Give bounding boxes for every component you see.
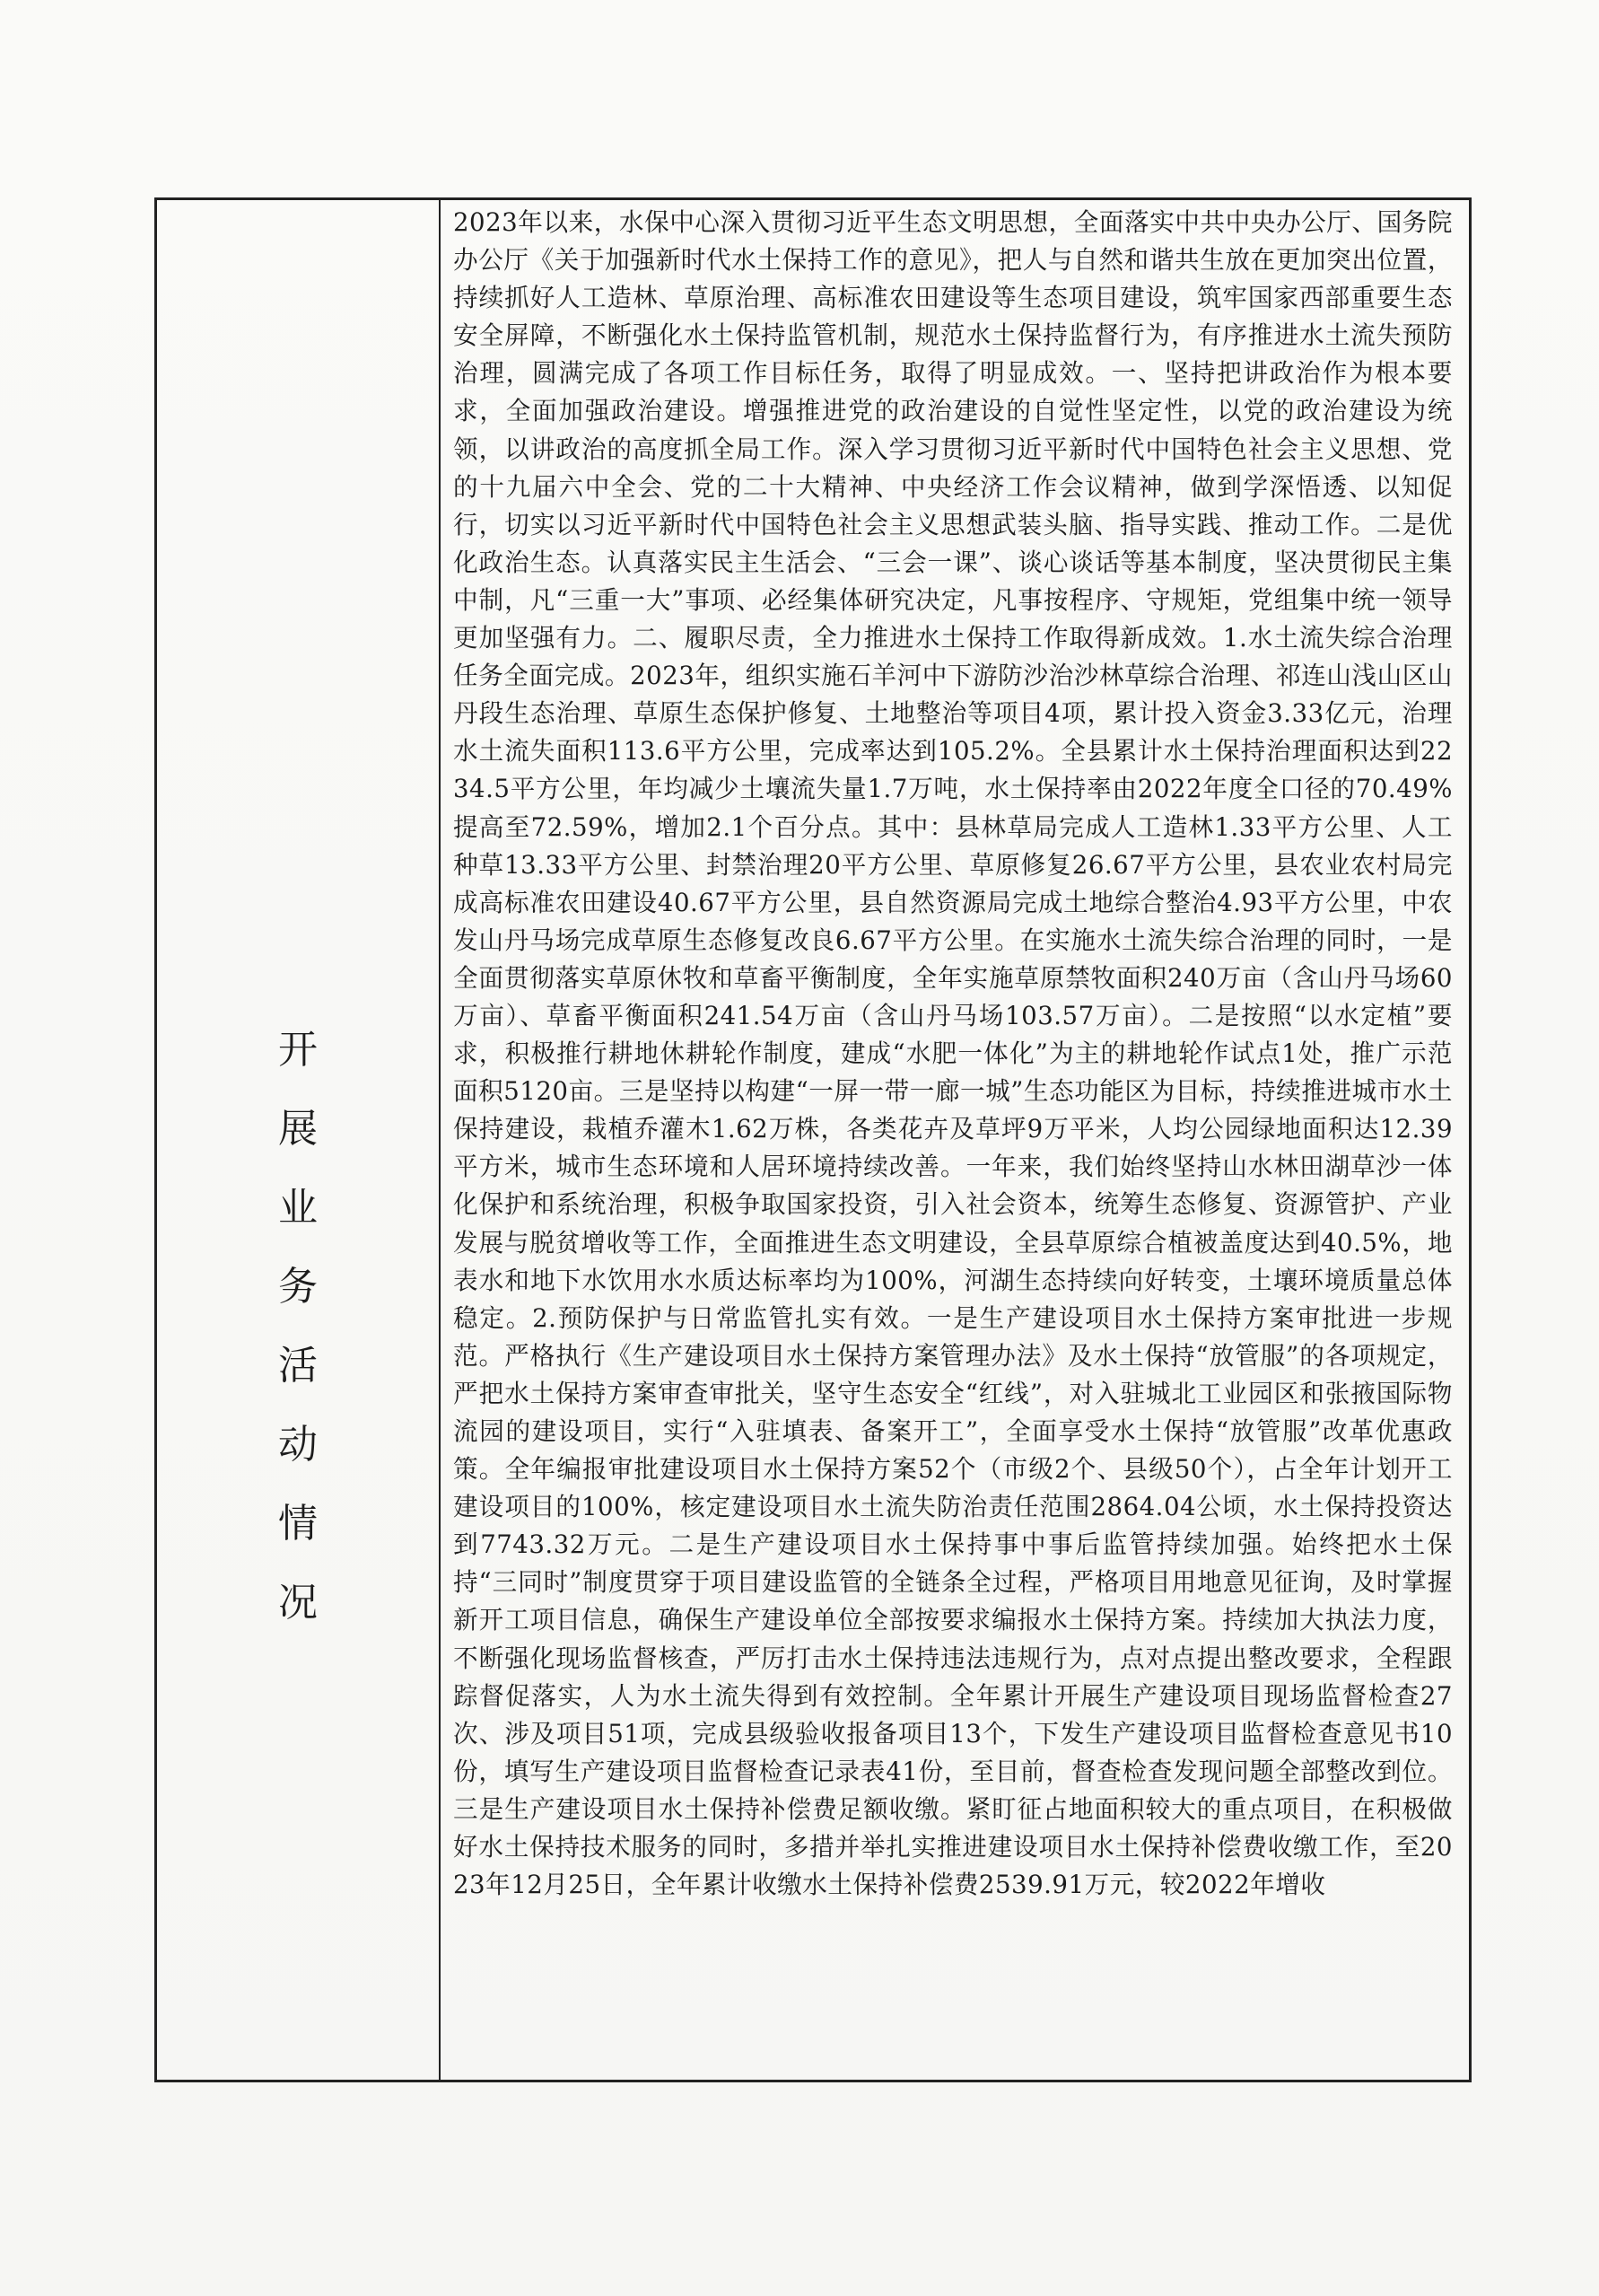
section-label [157, 1027, 439, 1662]
section-label-char: 开 [278, 1027, 318, 1073]
section-label-cell [157, 200, 441, 2080]
section-label-char: 活 [278, 1343, 318, 1389]
section-label-char: 情 [278, 1501, 318, 1547]
activity-report-text: 2023年以来，水保中心深入贯彻习近平生态文明思想，全面落实中共中央办公厅、国务院办公厅《关于加强新时代水土保持工作的意见》，把人与自然和谐共生放在更加突出位置，持续抓好人工造林、草原治理、高标准农田建设等生态项目建设，筑牢国家西部重要生态安全屏障，不断强化水土保持监管机制，规范水土保持监督行为，有序推进水土流失预防治理，圆满完成了各项工作目标任务，取得了明显成效。一、坚持把讲政治作为根本要求，全面加强政治建设。增强推进党的政治建设的自觉性坚定性，以党的政治建设为统领，以讲政治的高度抓全局工作。深入学习贯彻习近平新时代中国特色社会主义思想、党的十九届六中全会、党的二十大精神、中央经济工作会议精神，做到学深悟透、以知促行，切实以习近平新时代中国特色社会主义思想武装头脑、指导实践、推动工作。二是优化政治生态。认真落实民主生活会、“三会一课”、谈心谈话等基本制度，坚决贯彻民主集中制，凡“三重一大”事项、必经集体研究决定，凡事按程序、守规矩，党组集中统一领导更加坚强有力。二、履职尽责，全力推进水土保持工作取得新成效。1.水土流失综合治理任务全面完成。2023年，组织实施石羊河中下游防沙治沙林草综合治理、祁连山浅山区山丹段生态治理、草原生态保护修复、土地整治等项目4项，累计投入资金3.33亿元，治理水土流失面积113.6平方公里，完成率达到105.2%。全县累计水土保持治理面积达到2234.5平方公里，年均减少土壤流失量1.7万吨，水土保持率由2022年度全口径的70.49%提高至72.59%，增加2.1个百分点。其中：县林草局完成人工造林1.33平方公里、人工种草13.33平方公里、封禁治理20平方公里、草原修复26.67平方公里，县农业农村局完成高标准农田建设40.67平方公里，县自然资源局完成土地综合整治4.93平方公里，中农发山丹马场完成草原生态修复改良6.67平方公里。在实施水土流失综合治理的同时，一是全面贯彻落实草原休牧和草畜平衡制度，全年实施草原禁牧面积240万亩（含山丹马场60万亩）、草畜平衡面积241.54万亩（含山丹马场103.57万亩）。二是按照“以水定植”要求，积极推行耕地休耕轮作制度，建成“水肥一体化”为主的耕地轮作试点1处，推广示范面积5120亩。三是坚持以构建“一屏一带一廊一城”生态功能区为目标，持续推进城市水土保持建设，栽植乔灌木1.62万株，各类花卉及草坪9万平米，人均公园绿地面积达12.39平方米，城市生态环境和人居环境持续改善。一年来，我们始终坚持山水林田湖草沙一体化保护和系统治理，积极争取国家投资，引入社会资本，统筹生态修复、资源管护、产业发展与脱贫增收等工作，全面推进生态文明建设，全县草原综合植被盖度达到40.5%，地表水和地下水饮用水水质达标率均为100%，河湖生态持续向好转变，土壤环境质量总体稳定。2.预防保护与日常监管扎实有效。一是生产建设项目水土保持方案审批进一步规范。严格执行《生产建设项目水土保持方案管理办法》及水土保持“放管服”的各项规定，严把水土保持方案审查审批关，坚守生态安全“红线”，对入驻城北工业园区和张掖国际物流园的建设项目，实行“入驻填表、备案开工”，全面享受水土保持“放管服”改革优惠政策。全年编报审批建设项目水土保持方案52个（市级2个、县级50个），占全年计划开工建设项目的100%，核定建设项目水土流失防治责任范围2864.04公顷，水土保持投资达到7743.32万元。二是生产建设项目水土保持事中事后监管持续加强。始终把水土保持“三同时”制度贯穿于项目建设监管的全链条全过程，严格项目用地意见征询，及时掌握新开工项目信息，确保生产建设单位全部按要求编报水土保持方案。持续加大执法力度，不断强化现场监督核查，严厉打击水土保持违法违规行为，点对点提出整改要求，全程跟踪督促落实，人为水土流失得到有效控制。全年累计开展生产建设项目现场监督检查27次、涉及项目51项，完成县级验收报备项目13个，下发生产建设项目监督检查意见书10份，填写生产建设项目监督检查记录表41份，至目前，督查检查发现问题全部整改到位。三是生产建设项目水土保持补偿费足额收缴。紧盯征占地面积较大的重点项目，在积极做好水土保持技术服务的同时，多措并举扎实推进建设项目水土保持补偿费收缴工作，至2023年12月25日，全年累计收缴水土保持补偿费2539.91万元，较2022年增收 [453, 207, 1453, 1900]
section-label-char: 动 [278, 1422, 318, 1468]
report-table [154, 197, 1472, 2082]
content-cell [441, 200, 1469, 2080]
section-label-char: 展 [278, 1106, 318, 1152]
section-label-char: 况 [278, 1580, 318, 1626]
section-label-char: 业 [278, 1185, 318, 1231]
section-label-char: 务 [278, 1264, 318, 1310]
